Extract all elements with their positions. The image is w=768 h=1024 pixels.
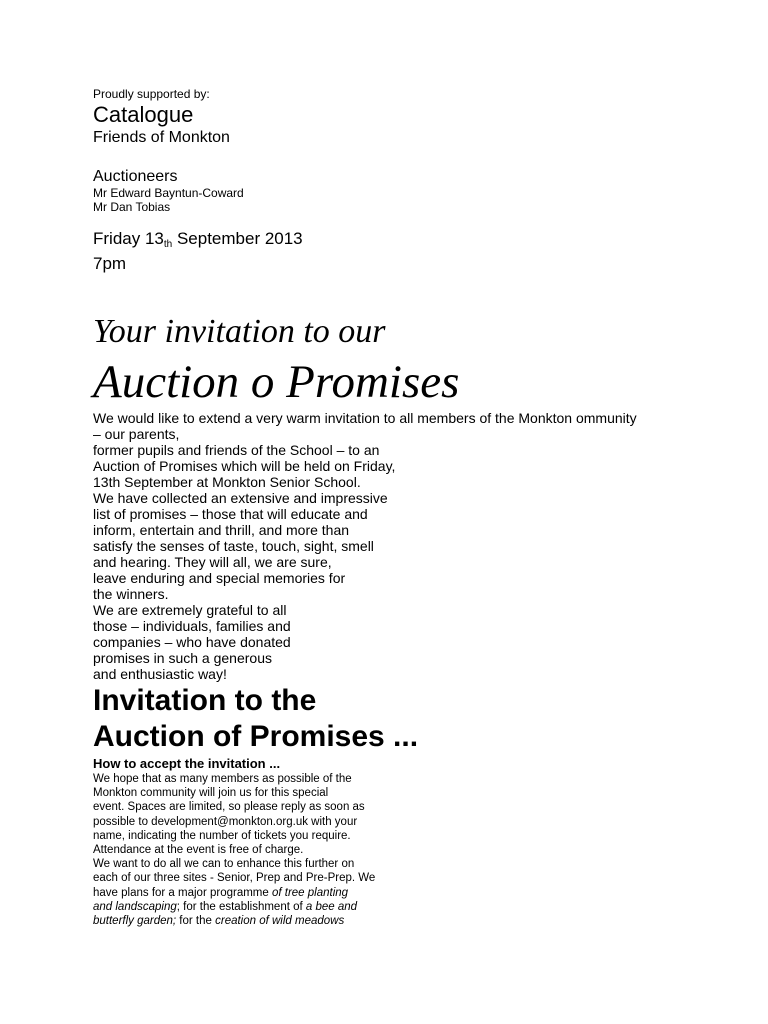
catalogue-title: Catalogue bbox=[93, 102, 194, 127]
intro-line: We are extremely grateful to all bbox=[93, 602, 287, 618]
invitation-bold-heading bbox=[93, 683, 418, 755]
details-line: possible to development@monkton.org.uk with your bbox=[93, 815, 358, 828]
plans-line bbox=[93, 914, 375, 928]
intro-line: inform, entertain and thrill, and more than bbox=[93, 522, 350, 538]
intro-line: Auction of Promises which will be held on Friday, bbox=[93, 458, 396, 474]
intro-line: We would like to extend a very warm invitation to all members of the Monkton ommunity bbox=[93, 410, 637, 426]
plans-line bbox=[93, 900, 375, 914]
event-date-block bbox=[93, 229, 303, 273]
details-line: We want to do all we can to enhance this further on bbox=[93, 858, 355, 871]
details-line: We hope that as many members as possible of the bbox=[93, 773, 352, 785]
intro-line: – our parents, bbox=[93, 426, 180, 442]
intro-line: list of promises – those that will educate and bbox=[93, 506, 368, 522]
intro-line: satisfy the senses of taste, touch, sight, smell bbox=[93, 538, 374, 554]
intro-line: companies – who have donated bbox=[93, 634, 291, 650]
details-paragraph bbox=[93, 772, 375, 928]
event-month-year: September 2013 bbox=[172, 229, 303, 248]
details-line: event. Spaces are limited, so please reply as soon as bbox=[93, 801, 365, 814]
details-line: each of our three sites - Senior, Prep and Pre-Prep. We bbox=[93, 872, 376, 885]
event-date bbox=[93, 229, 303, 254]
intro-line: and hearing. They will all, we are sure, bbox=[93, 554, 332, 570]
plans-italic-meadows: creation of wild meadows bbox=[215, 915, 345, 928]
invitation-heading: Your invitation to our bbox=[93, 313, 386, 350]
event-time: 7pm bbox=[93, 254, 127, 273]
intro-line: promises in such a generous bbox=[93, 650, 272, 666]
how-to-accept-heading: How to accept the invitation ... bbox=[93, 756, 281, 771]
plans-suffix: for the bbox=[176, 915, 216, 928]
intro-paragraph bbox=[93, 410, 637, 682]
event-day-suffix: th bbox=[163, 239, 173, 250]
auctioneers-heading: Auctioneers bbox=[93, 168, 178, 185]
plans-line bbox=[93, 886, 375, 900]
supported-by-label: Proudly supported by: bbox=[93, 87, 210, 101]
plans-italic-landscaping: and landscaping bbox=[93, 900, 177, 913]
plans-italic-tree: of tree planting bbox=[271, 886, 349, 899]
auctioneers-list bbox=[93, 186, 244, 214]
auctioneer-name: Mr Edward Bayntun-Coward bbox=[93, 186, 244, 200]
catalogue-subtitle: Friends of Monkton bbox=[93, 129, 230, 146]
plans-italic-bee: a bee and bbox=[305, 900, 358, 913]
plans-italic-butterfly: butterfly garden; bbox=[93, 915, 177, 928]
event-day: Friday 13 bbox=[93, 229, 164, 248]
details-line: name, indicating the number of tickets you require. bbox=[93, 829, 351, 842]
bold-heading-line: Invitation to the bbox=[93, 684, 317, 717]
intro-line: and enthusiastic way! bbox=[93, 666, 227, 682]
intro-line: former pupils and friends of the School – to an bbox=[93, 442, 380, 458]
intro-line: We have collected an extensive and impressive bbox=[93, 490, 388, 506]
plans-prefix: have plans for a major programme bbox=[93, 886, 272, 899]
bold-heading-line: Auction of Promises ... bbox=[93, 720, 419, 753]
auction-heading: Auction o Promises bbox=[93, 356, 460, 408]
plans-middle: ; for the establishment of bbox=[176, 900, 306, 913]
intro-line: the winners. bbox=[93, 586, 169, 602]
intro-line: 13th September at Monkton Senior School. bbox=[93, 474, 361, 490]
intro-line: leave enduring and special memories for bbox=[93, 570, 346, 586]
details-line: Monkton community will join us for this special bbox=[93, 787, 329, 800]
intro-line: those – individuals, families and bbox=[93, 618, 291, 634]
details-line: Attendance at the event is free of charge. bbox=[93, 844, 304, 857]
auctioneer-name: Mr Dan Tobias bbox=[93, 200, 171, 214]
